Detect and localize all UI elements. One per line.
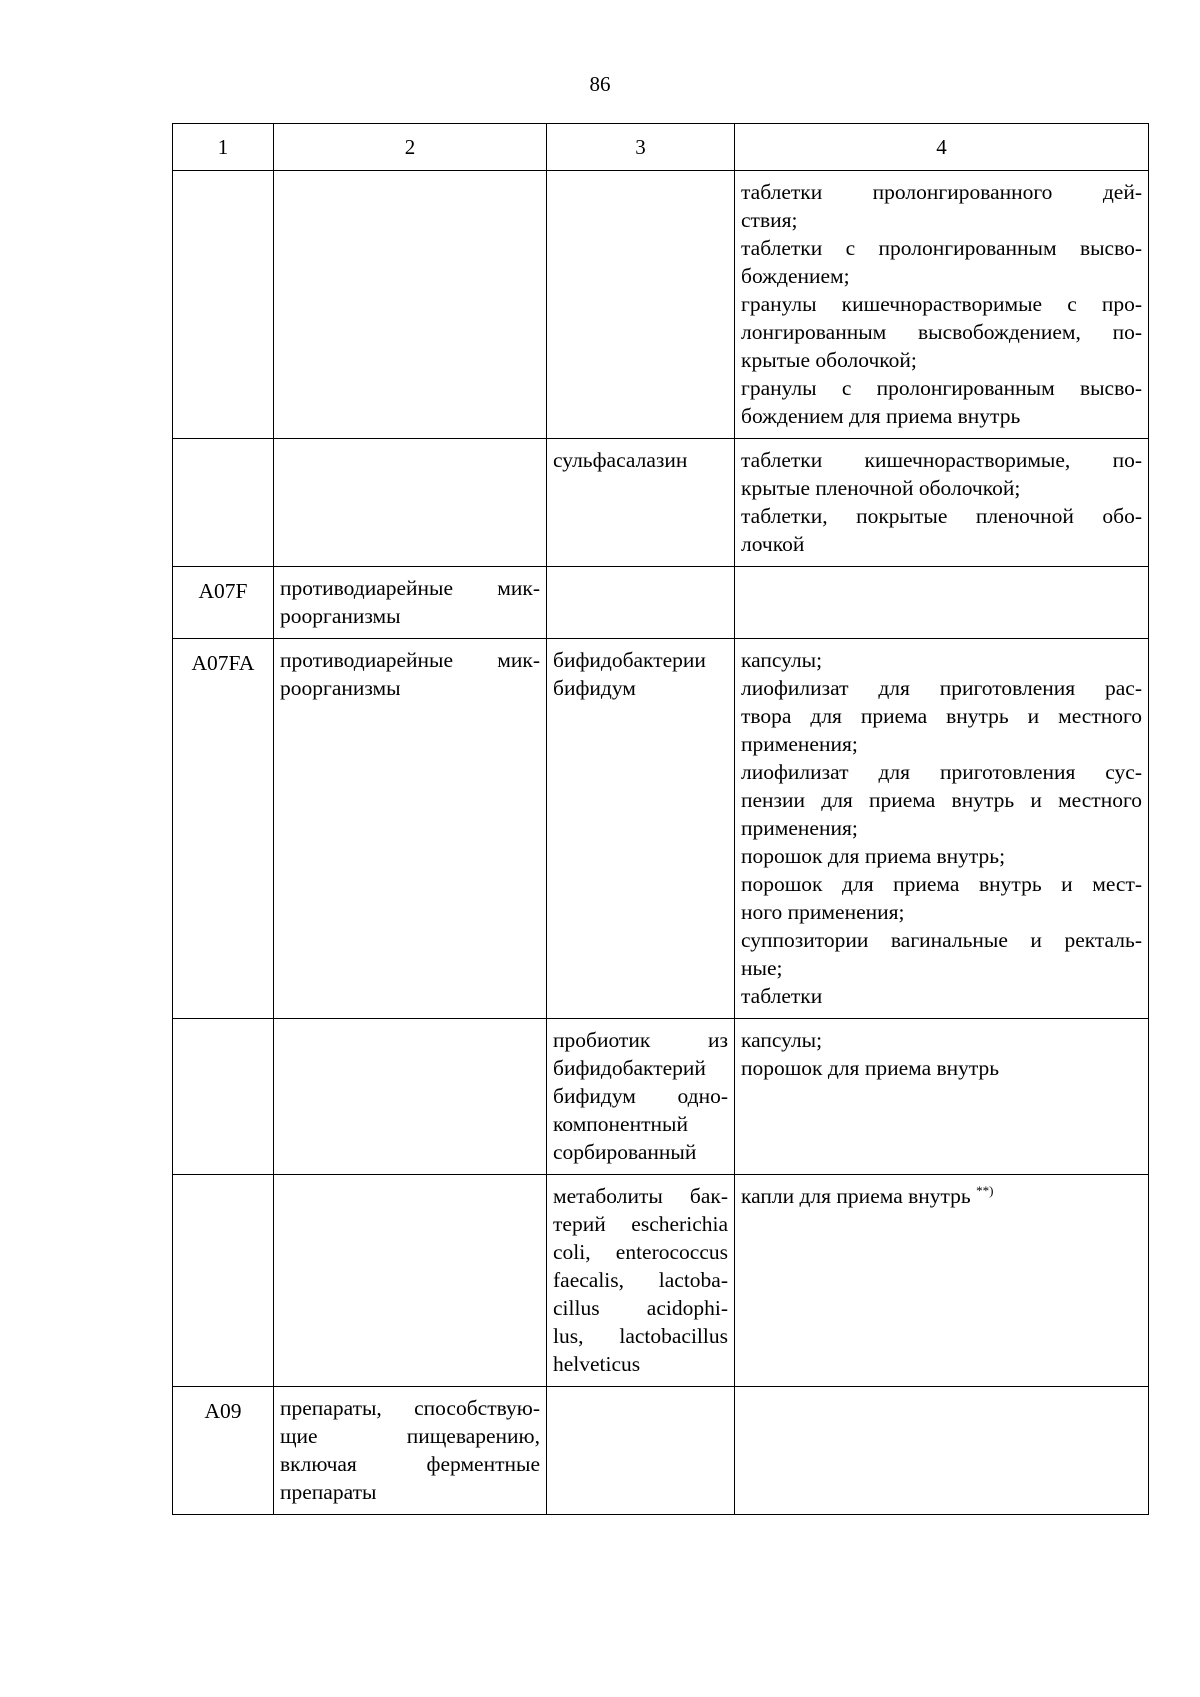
anatomical-group-line xyxy=(280,1394,540,1422)
line-text: порошок для приема внутрь и мест- xyxy=(741,872,1142,896)
atc-code-cell: A07F xyxy=(173,567,274,639)
anatomical-group-cell xyxy=(274,1387,547,1515)
anatomical-group-line xyxy=(280,1450,540,1478)
table-row xyxy=(173,1019,1149,1175)
line-text: таблетки с пролонгированным высво- xyxy=(741,236,1142,260)
line-text: coli, enterococcus xyxy=(553,1240,728,1264)
line-text: пензии для приема внутрь и местного xyxy=(741,788,1142,812)
table-row xyxy=(173,171,1149,439)
dosage-forms-line xyxy=(741,702,1142,730)
dosage-forms-line xyxy=(741,346,1142,374)
table-body xyxy=(173,124,1149,1515)
dosage-forms-line xyxy=(741,954,1142,982)
line-text: ного применения; xyxy=(741,900,905,924)
dosage-forms-cell xyxy=(735,639,1149,1019)
line-text: роорганизмы xyxy=(280,676,401,700)
dosage-forms-line xyxy=(741,898,1142,926)
dosage-forms-line xyxy=(741,318,1142,346)
column-header-1: 1 xyxy=(173,124,274,171)
substance-line xyxy=(553,1322,728,1350)
line-text: ные; xyxy=(741,956,783,980)
dosage-forms-cell xyxy=(735,1175,1149,1387)
substance-cell xyxy=(547,1019,735,1175)
dosage-forms-line xyxy=(741,814,1142,842)
dosage-forms-line xyxy=(741,646,1142,674)
substance-line xyxy=(553,1238,728,1266)
line-text: крытые пленочной оболочкой; xyxy=(741,476,1021,500)
dosage-forms-line xyxy=(741,730,1142,758)
substance-line xyxy=(553,446,728,474)
line-text: капсулы; xyxy=(741,1028,823,1052)
dosage-forms-line xyxy=(741,674,1142,702)
substance-line xyxy=(553,1138,728,1166)
line-text: таблетки пролонгированного дей- xyxy=(741,180,1142,204)
table-header-row xyxy=(173,124,1149,171)
dosage-forms-line xyxy=(741,786,1142,814)
anatomical-group-line xyxy=(280,602,540,630)
line-text: порошок для приема внутрь xyxy=(741,1056,1000,1080)
anatomical-group-cell xyxy=(274,171,547,439)
line-text: faecalis, lactoba- xyxy=(553,1268,728,1292)
dosage-forms-line xyxy=(741,402,1142,430)
substance-line xyxy=(553,1082,728,1110)
line-text: сульфасалазин xyxy=(553,448,688,472)
substance-cell xyxy=(547,1175,735,1387)
atc-code-cell xyxy=(173,171,274,439)
substance-cell xyxy=(547,1387,735,1515)
dosage-forms-line xyxy=(741,502,1142,530)
line-text: таблетки xyxy=(741,984,823,1008)
line-text: бифидобактерий xyxy=(553,1056,706,1080)
substance-line xyxy=(553,1210,728,1238)
line-text: противодиарейные мик- xyxy=(280,576,540,600)
dosage-forms-line xyxy=(741,982,1142,1010)
substance-line xyxy=(553,646,728,674)
dosage-forms-line xyxy=(741,374,1142,402)
anatomical-group-line xyxy=(280,646,540,674)
dosage-forms-line xyxy=(741,178,1142,206)
dosage-forms-line xyxy=(741,870,1142,898)
line-text: лиофилизат для приготовления рас- xyxy=(741,676,1142,700)
anatomical-group-line xyxy=(280,574,540,602)
line-text: таблетки кишечнорастворимые, по- xyxy=(741,448,1142,472)
column-header-4: 4 xyxy=(735,124,1149,171)
dosage-forms-line xyxy=(741,206,1142,234)
line-text: гранулы кишечнорастворимые с про- xyxy=(741,292,1142,316)
dosage-forms-line xyxy=(741,474,1142,502)
line-text: ствия; xyxy=(741,208,798,232)
line-text: препараты xyxy=(280,1480,377,1504)
substance-line xyxy=(553,1110,728,1138)
dosage-forms-line xyxy=(741,446,1142,474)
dosage-forms-line xyxy=(741,290,1142,318)
table-row xyxy=(173,1175,1149,1387)
page-number: 86 xyxy=(589,72,611,96)
column-header-3: 3 xyxy=(547,124,735,171)
line-text: применения; xyxy=(741,732,858,756)
dosage-forms-line xyxy=(741,1054,1142,1082)
substance-line xyxy=(553,1182,728,1210)
line-text: бождением для приема внутрь xyxy=(741,404,1021,428)
dosage-forms-cell xyxy=(735,439,1149,567)
line-text: таблетки, покрытые пленочной обо- xyxy=(741,504,1142,528)
dosage-forms-line xyxy=(741,926,1142,954)
atc-code-cell xyxy=(173,1175,274,1387)
line-text: противодиарейные мик- xyxy=(280,648,540,672)
dosage-forms-cell xyxy=(735,567,1149,639)
dosage-forms-cell xyxy=(735,1387,1149,1515)
line-text: суппозитории вагинальные и ректаль- xyxy=(741,928,1142,952)
line-text: твора для приема внутрь и местного xyxy=(741,704,1142,728)
substance-cell xyxy=(547,439,735,567)
line-text: лочкой xyxy=(741,532,805,556)
dosage-forms-cell xyxy=(735,1019,1149,1175)
dosage-forms-cell xyxy=(735,171,1149,439)
anatomical-group-line xyxy=(280,674,540,702)
line-text: порошок для приема внутрь; xyxy=(741,844,1006,868)
dosage-forms-line xyxy=(741,234,1142,262)
anatomical-group-cell xyxy=(274,567,547,639)
line-text: щие пищеварению, xyxy=(280,1424,540,1448)
anatomical-group-line xyxy=(280,1422,540,1450)
line-text: пробиотик из xyxy=(553,1028,728,1052)
line-text: гранулы с пролонгированным высво- xyxy=(741,376,1142,400)
line-text: helveticus xyxy=(553,1352,641,1376)
dosage-forms-line xyxy=(741,1182,1142,1210)
line-text: бифидобактерии xyxy=(553,648,706,672)
line-text: lus, lactobacillus xyxy=(553,1324,728,1348)
substance-line xyxy=(553,1266,728,1294)
line-text: компонентный xyxy=(553,1112,688,1136)
dosage-forms-line xyxy=(741,758,1142,786)
line-text: применения; xyxy=(741,816,858,840)
substance-line xyxy=(553,1054,728,1082)
column-header-2: 2 xyxy=(274,124,547,171)
line-text: крытые оболочкой; xyxy=(741,348,917,372)
anatomical-group-cell xyxy=(274,1019,547,1175)
atc-code-cell: A07FA xyxy=(173,639,274,1019)
line-text: препараты, способствую- xyxy=(280,1396,540,1420)
line-text: метаболиты бак- xyxy=(553,1184,728,1208)
atc-code-cell xyxy=(173,1019,274,1175)
line-text: cillus acidophi- xyxy=(553,1296,728,1320)
medicines-table xyxy=(172,123,1149,1515)
atc-code-cell: A09 xyxy=(173,1387,274,1515)
dosage-forms-line xyxy=(741,262,1142,290)
anatomical-group-cell xyxy=(274,1175,547,1387)
dosage-forms-line xyxy=(741,842,1142,870)
line-text: капли для приема внутрь xyxy=(741,1184,971,1208)
atc-code-cell xyxy=(173,439,274,567)
substance-line xyxy=(553,1294,728,1322)
table-row xyxy=(173,439,1149,567)
dosage-forms-line xyxy=(741,1026,1142,1054)
line-text: сорбированный xyxy=(553,1140,697,1164)
line-text: бифидум одно- xyxy=(553,1084,728,1108)
line-text: лонгированным высвобождением, по- xyxy=(741,320,1142,344)
anatomical-group-line xyxy=(280,1478,540,1506)
table-row xyxy=(173,1387,1149,1515)
substance-line xyxy=(553,1026,728,1054)
line-text: бифидум xyxy=(553,676,636,700)
substance-line xyxy=(553,674,728,702)
table-row xyxy=(173,567,1149,639)
line-text: роорганизмы xyxy=(280,604,401,628)
line-text: бождением; xyxy=(741,264,850,288)
substance-cell xyxy=(547,639,735,1019)
footnote-marker: **) xyxy=(976,1182,994,1198)
line-text: капсулы; xyxy=(741,648,823,672)
line-text: лиофилизат для приготовления сус- xyxy=(741,760,1142,784)
dosage-forms-line xyxy=(741,530,1142,558)
substance-cell xyxy=(547,567,735,639)
substance-line xyxy=(553,1350,728,1378)
anatomical-group-cell xyxy=(274,439,547,567)
anatomical-group-cell xyxy=(274,639,547,1019)
table-row xyxy=(173,639,1149,1019)
line-text: включая ферментные xyxy=(280,1452,540,1476)
substance-cell xyxy=(547,171,735,439)
line-text: терий escherichia xyxy=(553,1212,728,1236)
